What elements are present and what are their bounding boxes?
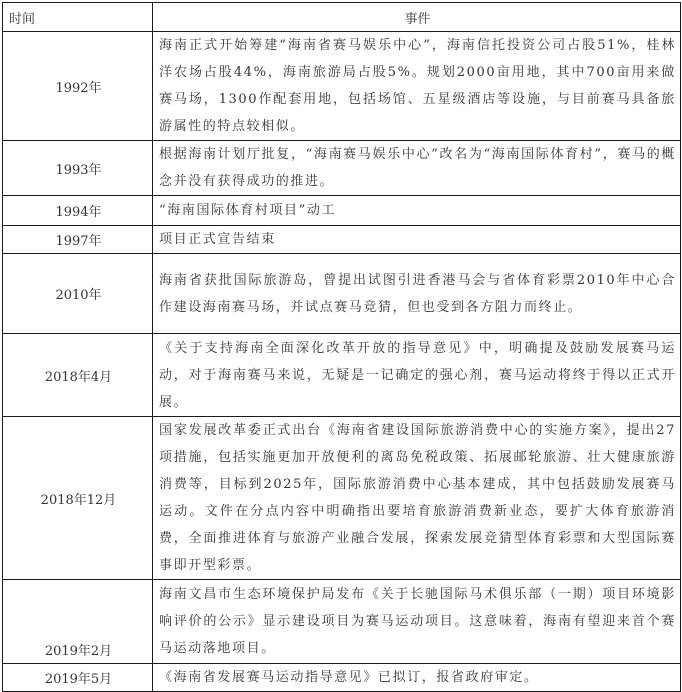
table-row	[3, 196, 681, 226]
table-row	[3, 417, 681, 580]
row-event: 根据海南计划厅批复，“海南赛马娱乐中心”改名为“海南国际体育村”，赛马的概念并没有获得成功的推进。	[153, 141, 681, 196]
table-row	[3, 664, 681, 692]
table-row	[3, 254, 681, 334]
row-event: 海南文昌市生态环境保护局发布《关于长驰国际马术俱乐部（一期）项目环境影响评价的公示》显示建设项目为赛马运动项目。这意味着，海南有望迎来首个赛马运动落地项目。	[153, 580, 681, 664]
table-row	[3, 32, 681, 141]
row-event: 《关于支持海南全面深化改革开放的指导意见》中，明确提及鼓励发展赛马运动，对于海南赛马来说，无疑是一记确定的强心剂，赛马运动将终于得以正式开展。	[153, 334, 681, 417]
row-time: 2018年12月	[3, 417, 153, 580]
row-time: 2018年4月	[3, 334, 153, 417]
table-row	[3, 334, 681, 417]
row-event: 海南省获批国际旅游岛，曾提出试图引进香港马会与省体育彩票2010年中心合作建设海南赛马场，并试点赛马竞猜，但也受到各方阻力而终止。	[153, 254, 681, 334]
row-time: 1997年	[3, 226, 153, 254]
row-event: 项目正式宣告结束	[153, 226, 681, 254]
row-event: 海南正式开始筹建“海南省赛马娱乐中心”，海南信托投资公司占股51%，桂林洋农场占股44%，海南旅游局占股5%。规划2000亩用地，其中700亩用来做赛马场，1300作配套用地，包括场馆、五星级酒店等设施，与目前赛马具备旅游属性的特点较相似。	[153, 32, 681, 141]
row-time: 1992年	[3, 32, 153, 141]
header-time: 时间	[3, 3, 153, 32]
row-time: 2010年	[3, 254, 153, 334]
table-row	[3, 580, 681, 664]
table-row	[3, 226, 681, 254]
table-row	[3, 141, 681, 196]
row-time: 2019年5月	[3, 664, 153, 692]
row-event: “海南国际体育村项目”动工	[153, 196, 681, 226]
row-time: 1994年	[3, 196, 153, 226]
header-event: 事件	[153, 3, 681, 32]
row-time: 2019年2月	[3, 580, 153, 664]
row-event: 国家发展改革委正式出台《海南省建设国际旅游消费中心的实施方案》，提出27项措施，包括实施更加开放便利的离岛免税政策、拓展邮轮旅游、壮大健康旅游消费等，目标到2025年，国际旅游消费中心基本建成，其中包括鼓励发展赛马运动。文件在分点内容中明确指出要培育旅游消费新业态，要扩大体育旅游消费，全面推进体育与旅游产业融合发展，探索发展竞猜型体育彩票和大型国际赛事即开型彩票。	[153, 417, 681, 580]
header-row	[3, 3, 681, 32]
row-event: 《海南省发展赛马运动指导意见》已拟订，报省政府审定。	[153, 664, 681, 692]
timeline-table	[2, 2, 681, 692]
row-time: 1993年	[3, 141, 153, 196]
